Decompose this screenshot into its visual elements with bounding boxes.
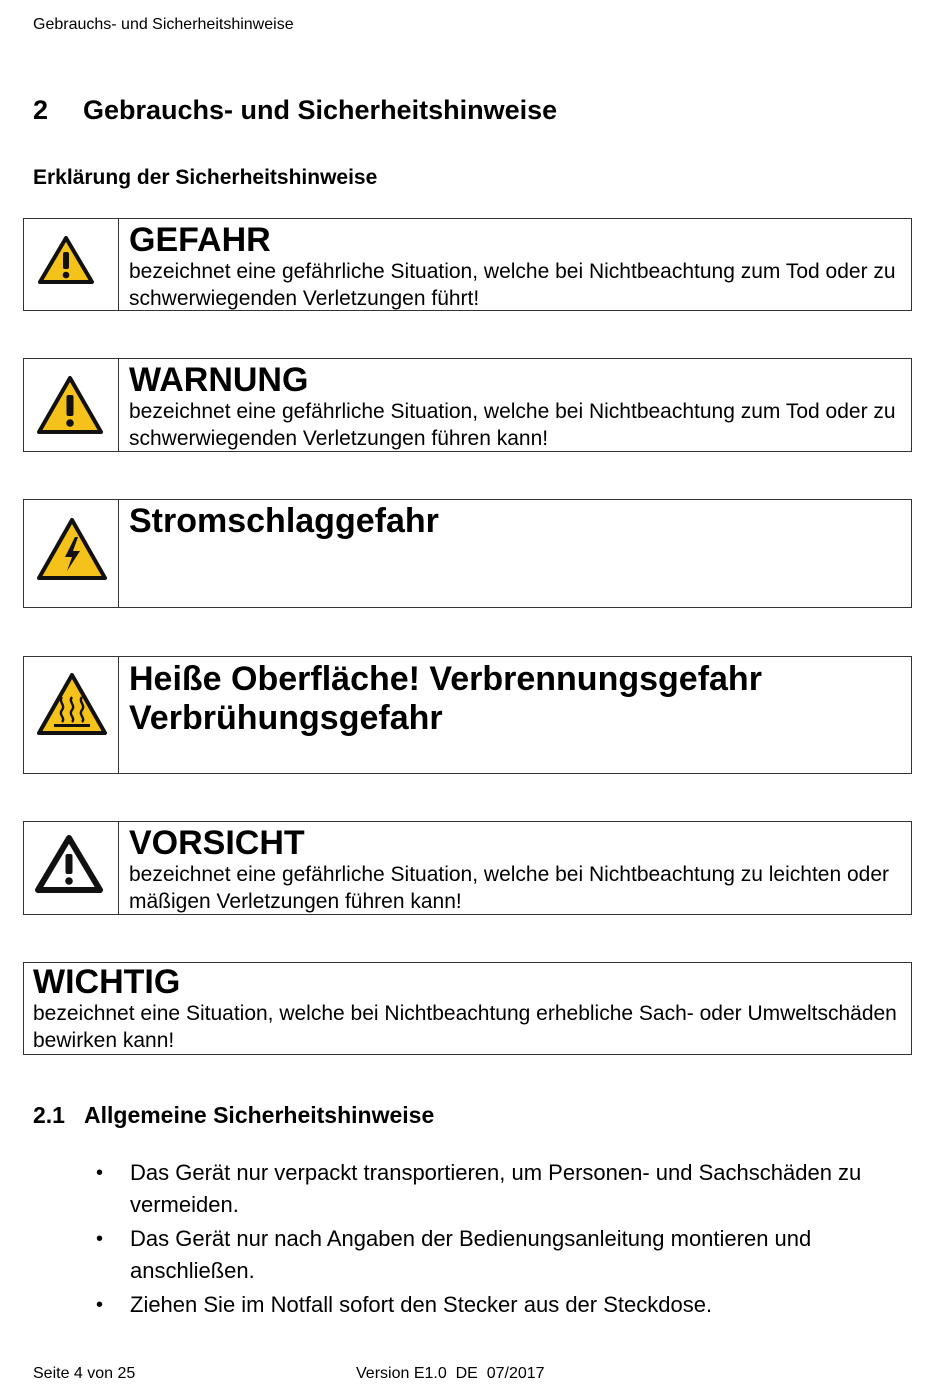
chapter-heading [33,95,557,126]
chapter-title: Gebrauchs- und Sicherheitshinweise [83,95,558,125]
chapter-number: 2 [33,95,49,125]
notice-content [24,963,911,1054]
section-title: Allgemeine Sicherheitshinweise [84,1102,435,1128]
warning-icon [36,375,104,435]
notice-icon-cell [24,219,119,310]
signal-word: WARNUNG [129,361,309,399]
hot-surface-icon [36,672,108,736]
notice-content [119,822,911,914]
signal-word: WICHTIG [33,963,181,1001]
notice-content [119,359,911,451]
notice-description: bezeichnet eine gefährliche Situation, welche bei Nichtbeachtung zum Tod oder zu schwerwiegenden Verletzungen führt! [129,260,896,310]
list-item: • Ziehen Sie im Notfall sofort den Stecker aus der Steckdose. [96,1289,916,1321]
notice-description: bezeichnet eine gefährliche Situation, welche bei Nichtbeachtung zu leichten oder mäßigen Verletzungen führen kann! [129,863,889,913]
notice-description: bezeichnet eine gefährliche Situation, welche bei Nichtbeachtung zum Tod oder zu schwerwiegenden Verletzungen führen kann! [129,400,896,450]
danger-icon [37,235,95,285]
signal-word: Stromschlaggefahr [129,502,439,540]
signal-word: GEFAHR [129,221,271,259]
notice-box-important [23,962,912,1055]
notice-content [119,500,449,607]
notice-icon-cell [24,657,119,773]
notice-icon-cell [24,822,119,914]
list-item: • Das Gerät nur verpackt transportieren, um Personen- und Sachschäden zu vermeiden. [96,1157,916,1221]
notice-description: bezeichnet eine Situation, welche bei Nichtbeachtung erhebliche Sach- oder Umweltschäden bewirken kann! [33,1002,897,1052]
safety-bullet-list [96,1157,916,1323]
caution-icon [35,834,103,894]
explanation-heading: Erklärung der Sicherheitshinweise [33,166,378,189]
notice-box-warning [23,358,912,452]
version-info: Version E1.0 DE 07/2017 [356,1365,545,1382]
running-header: Gebrauchs- und Sicherheitshinweise [33,16,294,33]
electric-shock-icon [36,517,108,581]
notice-icon-cell [24,359,119,451]
signal-word-line2: Verbrühungsgefahr [129,699,443,737]
section-number: 2.1 [33,1102,65,1128]
page-number: Seite 4 von 25 [33,1365,136,1382]
notice-box-hot-surface [23,656,912,774]
section-heading [33,1102,434,1129]
list-item: • Das Gerät nur nach Angaben der Bedienungsanleitung montieren und anschließen. [96,1223,916,1287]
notice-box-electric [23,499,912,608]
notice-box-danger [23,218,912,311]
signal-word: Heiße Oberfläche! Verbrennungsgefahr [129,660,762,698]
notice-box-caution [23,821,912,915]
notice-content [119,657,772,773]
notice-icon-cell [24,500,119,607]
signal-word: VORSICHT [129,824,305,862]
notice-content [119,219,911,310]
